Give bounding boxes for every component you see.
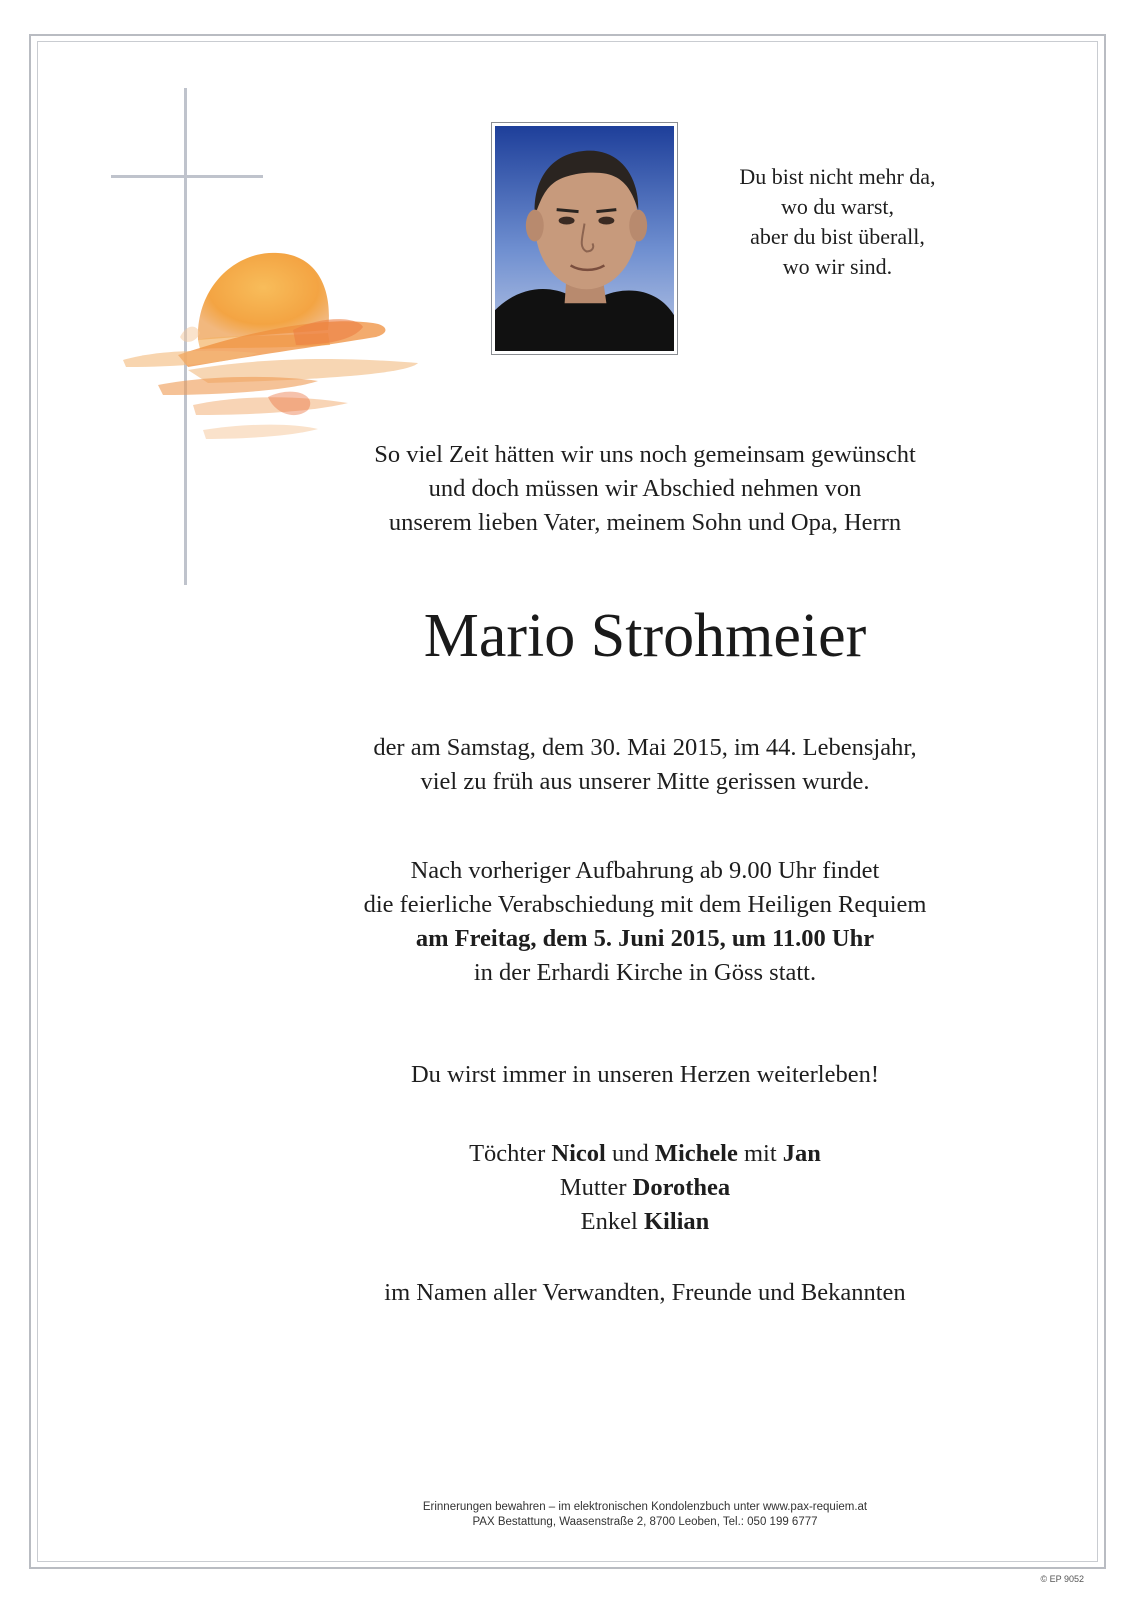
ceremony-line: Nach vorheriger Aufbahrung ab 9.00 Uhr findet xyxy=(410,857,880,884)
cross-horizontal-bar xyxy=(111,175,263,178)
ceremony-date: am Freitag, dem 5. Juni 2015, um 11.00 Uhr xyxy=(415,925,875,952)
poem-line: wo wir sind. xyxy=(782,254,893,279)
daughter-name: Nicol xyxy=(551,1140,606,1167)
portrait-image xyxy=(495,126,674,351)
preposition: mit xyxy=(743,1140,777,1167)
footer-line-address: PAX Bestattung, Waasenstraße 2, 8700 Leoben, Tel.: 050 199 6777 xyxy=(472,1516,818,1528)
mother-name: Dorothea xyxy=(632,1174,731,1201)
death-line: viel zu früh aus unserer Mitte gerissen wurde. xyxy=(420,768,870,795)
ceremony-place: in der Erhardi Kirche in Göss statt. xyxy=(473,959,817,986)
conjunction: und xyxy=(611,1140,649,1167)
ceremony-paragraph xyxy=(250,854,1040,990)
family-line-grandchild xyxy=(250,1205,1040,1239)
grandchild-name: Jan xyxy=(782,1140,821,1167)
intro-line: unserem lieben Vater, meinem Sohn und Opa, Herrn xyxy=(388,509,902,536)
poem-line: Du bist nicht mehr da, xyxy=(739,164,936,189)
death-paragraph xyxy=(250,731,1040,799)
deceased-name: Mario Strohmeier xyxy=(423,602,867,670)
on-behalf-text: im Namen aller Verwandten, Freunde und Bekannten xyxy=(384,1279,906,1306)
sunset-watercolor-icon xyxy=(118,245,438,465)
poem-verse xyxy=(700,162,975,282)
ceremony-line: die feierliche Verabschiedung mit dem Heiligen Requiem xyxy=(363,891,927,918)
grandchild-name: Kilian xyxy=(643,1208,710,1235)
mother-prefix: Mutter xyxy=(559,1174,627,1201)
family-line-mother xyxy=(250,1171,1040,1205)
on-behalf-line xyxy=(250,1276,1040,1310)
intro-paragraph xyxy=(250,438,1040,540)
intro-line: So viel Zeit hätten wir uns noch gemeinsam gewünscht xyxy=(374,441,916,468)
farewell-line xyxy=(250,1058,1040,1092)
grandchild-prefix: Enkel xyxy=(580,1208,638,1235)
daughter-name: Michele xyxy=(654,1140,738,1167)
poem-line: aber du bist überall, xyxy=(750,224,925,249)
footer xyxy=(250,1500,1040,1530)
farewell-text: Du wirst immer in unseren Herzen weiterleben! xyxy=(410,1061,880,1088)
template-code: © EP 9052 xyxy=(1040,1574,1084,1584)
intro-line: und doch müssen wir Abschied nehmen von xyxy=(428,475,862,502)
death-line: der am Samstag, dem 30. Mai 2015, im 44. Lebensjahr, xyxy=(373,734,917,761)
daughters-prefix: Töchter xyxy=(469,1140,546,1167)
family-line-daughters xyxy=(250,1137,1040,1171)
family-signatures xyxy=(250,1137,1040,1239)
portrait-photo xyxy=(491,122,678,355)
poem-line: wo du warst, xyxy=(780,194,895,219)
footer-line-condolence: Erinnerungen bewahren – im elektronischen Kondolenzbuch unter www.pax-requiem.at xyxy=(422,1501,868,1513)
